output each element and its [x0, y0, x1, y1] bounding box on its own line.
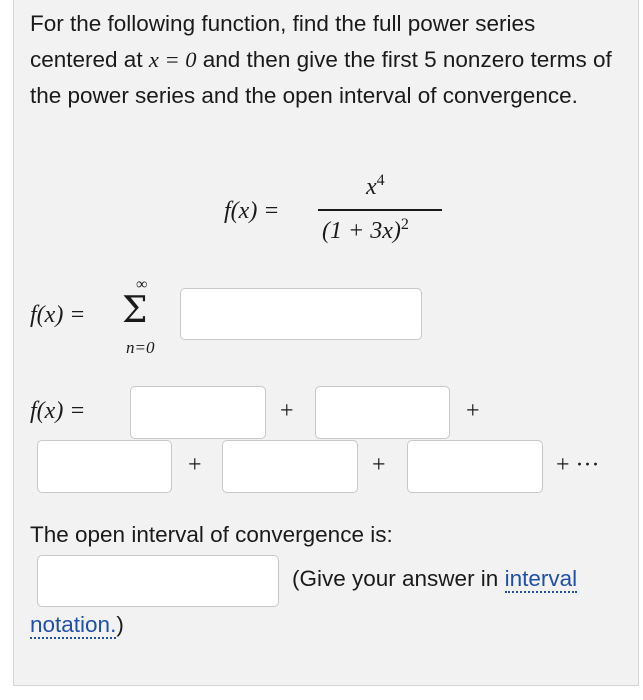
terms-lhs: f(x) =: [30, 398, 86, 424]
trailing-ellipsis: + ···: [556, 452, 600, 478]
interval-label: The open interval of convergence is:: [30, 522, 393, 547]
plus-sign: +: [188, 452, 202, 478]
hint-prefix: (Give your answer in: [292, 566, 505, 591]
interval-input[interactable]: [37, 555, 279, 607]
question-prompt: [30, 6, 620, 114]
term-5-input[interactable]: [407, 440, 543, 493]
sigma-symbol: Σ: [122, 290, 148, 331]
interval-hint-line2: [30, 612, 124, 638]
function-numerator: $x^4$: [366, 172, 385, 200]
prompt-text-2: and then give the first 5 nonzero terms of the power series and the open interval of convergence.: [30, 47, 612, 108]
sigma-upper-limit: ∞: [136, 276, 148, 293]
series-term-input[interactable]: [180, 288, 422, 340]
plus-sign: +: [280, 398, 294, 424]
function-denominator: $(1 + 3x)^2$: [322, 216, 409, 244]
prompt-center-expression: x = 0: [148, 47, 197, 72]
term-3-input[interactable]: [37, 440, 172, 493]
prompt-text-1: For the following function, find the full power series centered at: [30, 11, 536, 72]
term-2-input[interactable]: [315, 386, 450, 439]
interval-notation-link[interactable]: notation.: [30, 612, 117, 637]
hint-suffix: ): [116, 612, 124, 637]
plus-sign: +: [372, 452, 386, 478]
sigma-lower-limit: n=0: [126, 338, 155, 357]
fraction-bar: [318, 209, 442, 211]
term-1-input[interactable]: [130, 386, 266, 439]
series-lhs: f(x) =: [30, 302, 86, 328]
plus-sign: +: [466, 398, 480, 424]
function-lhs: f(x) =: [224, 198, 280, 224]
term-4-input[interactable]: [222, 440, 358, 493]
interval-hint-line1: [292, 566, 577, 592]
interval-notation-link[interactable]: interval: [504, 566, 578, 591]
